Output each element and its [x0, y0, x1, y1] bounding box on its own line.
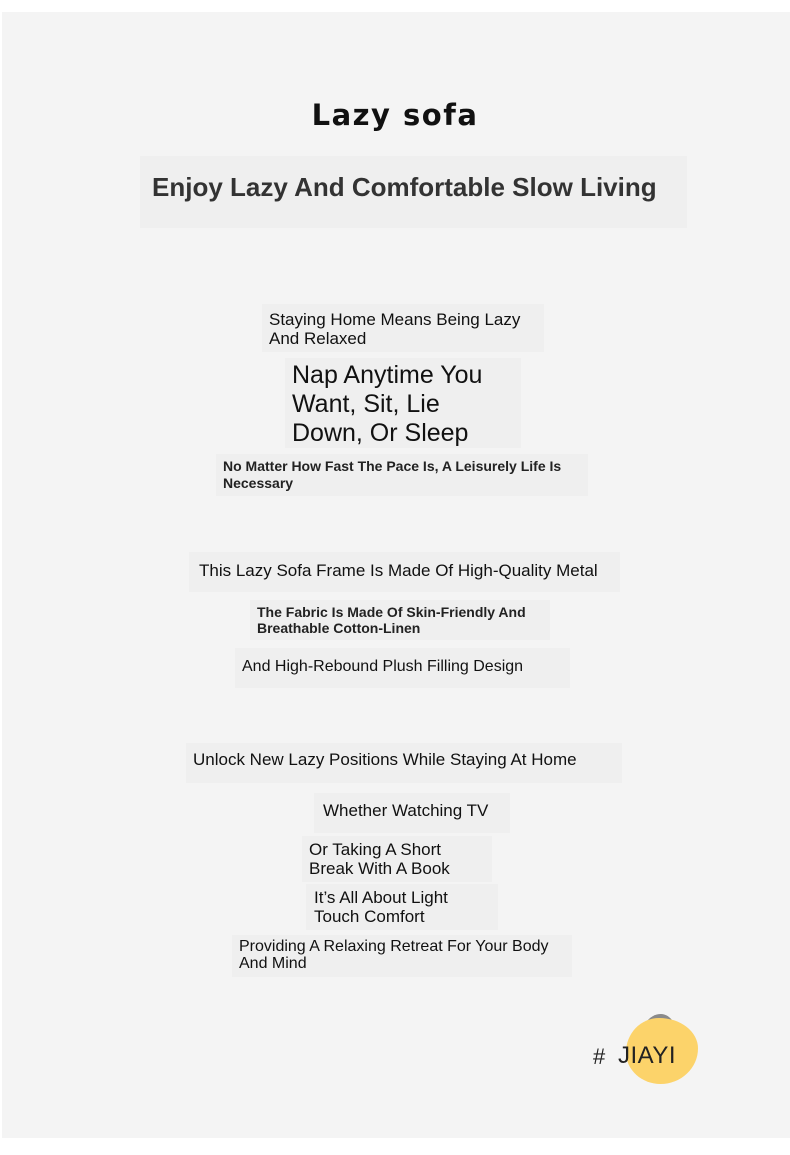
section3-book: Or Taking A Short Break With A Book	[309, 840, 450, 878]
page-title: Lazy sofa	[311, 98, 479, 132]
section2-heading: This Lazy Sofa Frame Is Made Of High-Quality Metal	[199, 561, 598, 580]
section3-tv: Whether Watching TV	[323, 801, 489, 820]
section3-retreat: Providing A Relaxing Retreat For Your Body And Mind	[239, 938, 549, 972]
section2-fabric: The Fabric Is Made Of Skin-Friendly And Breathable Cotton-Linen	[257, 604, 526, 636]
section1-feature: Nap Anytime You Want, Sit, Lie Down, Or Sleep	[292, 361, 483, 447]
section1-subtitle: Staying Home Means Being Lazy And Relaxed	[269, 310, 521, 348]
headline: Enjoy Lazy And Comfortable Slow Living	[152, 172, 657, 202]
section2-filling: And High-Rebound Plush Filling Design	[242, 658, 524, 675]
brand-name: JIAYI	[618, 1042, 677, 1069]
brand-hash: #	[593, 1044, 606, 1069]
section3-heading: Unlock New Lazy Positions While Staying At Home	[193, 750, 577, 769]
section3-comfort: It’s All About Light Touch Comfort	[314, 888, 448, 926]
section1-note: No Matter How Fast The Pace Is, A Leisurely Life Is Necessary	[223, 458, 562, 491]
